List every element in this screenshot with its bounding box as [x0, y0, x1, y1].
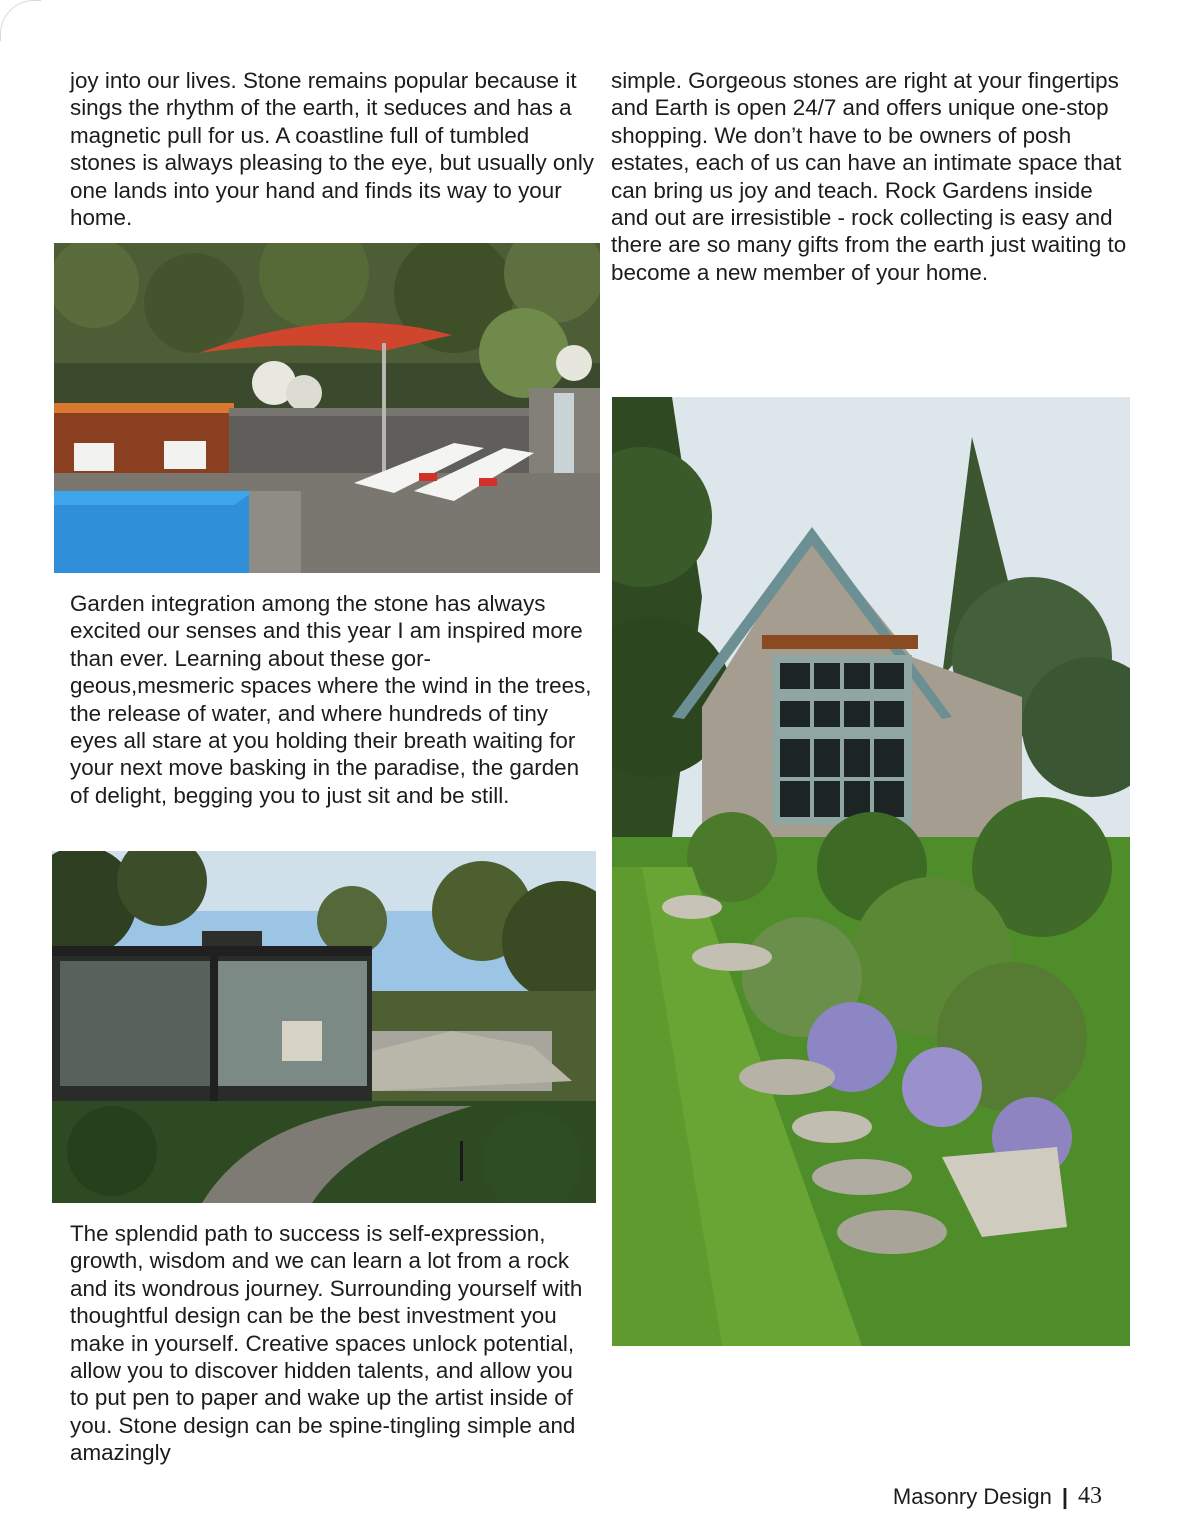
- article-paragraph-3: The splendid path to success is self-expression, growth, wisdom and we can learn a lot from a rock and its wondrous journey. Surrounding yourself with thoughtful design can be the best investment you make in yourself. Creative spaces unlock potential, allow you to discover hidden talents, and allow you to put pen to paper and wake up the artist inside of you. Stone design can be spine-tingling simple and amazingly: [70, 1221, 583, 1466]
- glass-house-photo: [52, 851, 596, 1203]
- article-paragraph-4: simple. Gorgeous stones are right at your fingertips and Earth is open 24/7 and offers unique one-stop shopping. We don’t have to be owners of posh estates, each of us can have an intimate space that can bring us joy and teach. Rock Gardens inside and out are irresistible - rock collecting is easy and there are so many gifts from the earth just waiting to become a new member of your home.: [611, 68, 1127, 285]
- article-paragraph-1: joy into our lives. Stone remains popular because it sings the rhythm of the earth, it seduces and has a magnetic pull for us. A coastline full of tumbled stones is always pleasing to the eye, but usually only one lands into your hand and finds its way to your home.: [70, 68, 594, 231]
- pool-patio-photo: [54, 243, 600, 573]
- page-corner-border: [0, 0, 41, 41]
- footer-separator: |: [1061, 1483, 1068, 1509]
- page-footer: [893, 1483, 1102, 1510]
- publication-name: Masonry Design: [892, 1483, 1052, 1509]
- article-paragraph-2: Garden integration among the stone has always excited our senses and this year I am inspired more than ever. Learning about these gor-geous,mesmeric spaces where the wind in the trees, the release of water, and where hundreds of tiny eyes all stare at you holding their breath waiting for your next move basking in the paradise, the garden of delight, begging you to just sit and be still.: [70, 591, 592, 808]
- stone-cottage-photo: [612, 397, 1130, 1346]
- page-number: 43: [1078, 1483, 1102, 1509]
